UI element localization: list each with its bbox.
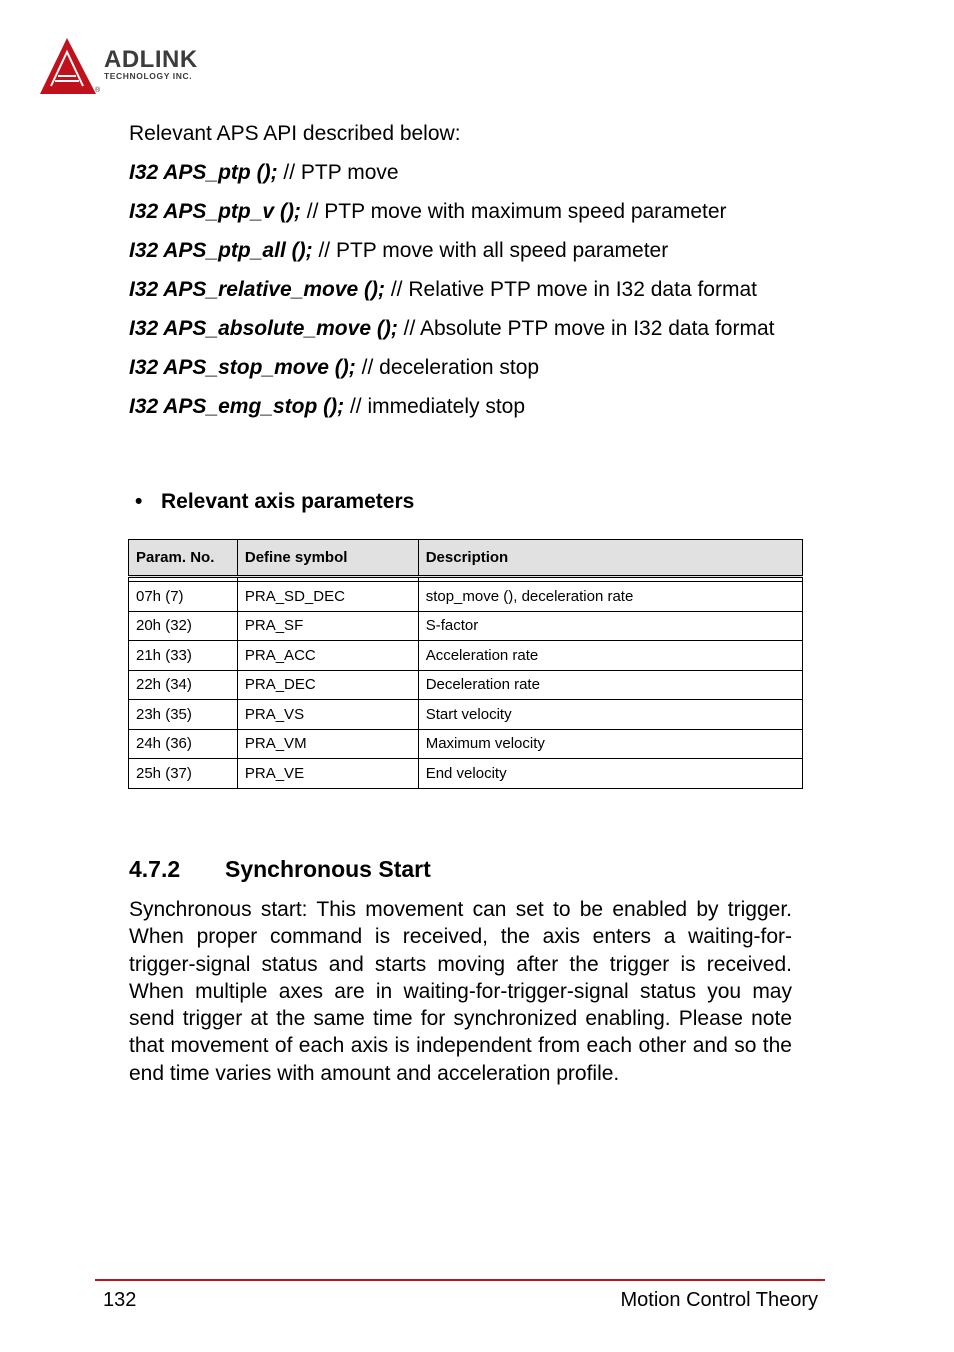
api-item bbox=[129, 198, 792, 226]
table-cell: PRA_VS bbox=[237, 700, 418, 730]
table-row bbox=[129, 759, 803, 789]
column-header: Define symbol bbox=[237, 540, 418, 577]
table-row bbox=[129, 670, 803, 700]
api-name: I32 APS_ptp_v (); bbox=[129, 200, 301, 223]
api-item bbox=[129, 393, 792, 421]
table-cell: PRA_VM bbox=[237, 729, 418, 759]
table-cell: PRA_SD_DEC bbox=[237, 582, 418, 612]
table-row bbox=[129, 641, 803, 671]
axis-parameters-table bbox=[128, 539, 803, 789]
table-cell: End velocity bbox=[418, 759, 802, 789]
table-cell: PRA_DEC bbox=[237, 670, 418, 700]
table-row bbox=[129, 729, 803, 759]
api-name: I32 APS_emg_stop (); bbox=[129, 395, 345, 418]
footer-divider bbox=[95, 1279, 825, 1281]
table-row bbox=[129, 582, 803, 612]
api-item bbox=[129, 276, 792, 304]
api-desc: // PTP move with maximum speed parameter bbox=[300, 200, 727, 223]
section-title: Synchronous Start bbox=[225, 856, 431, 882]
table-cell: PRA_VE bbox=[237, 759, 418, 789]
table-cell: 23h (35) bbox=[129, 700, 238, 730]
logo-wordmark: ADLINK bbox=[104, 46, 198, 73]
table-cell: stop_move (), deceleration rate bbox=[418, 582, 802, 612]
adlink-logo bbox=[38, 36, 238, 100]
api-desc: // PTP move with all speed parameter bbox=[312, 239, 669, 262]
chapter-title: Motion Control Theory bbox=[620, 1289, 818, 1311]
table-header-row bbox=[129, 540, 803, 577]
logo-registered-mark: ® bbox=[95, 87, 101, 94]
table-cell: Acceleration rate bbox=[418, 641, 802, 671]
table-cell: Deceleration rate bbox=[418, 670, 802, 700]
table-cell: Start velocity bbox=[418, 700, 802, 730]
table-cell: S-factor bbox=[418, 611, 802, 641]
table-cell: PRA_SF bbox=[237, 611, 418, 641]
adlink-triangle-icon bbox=[38, 36, 101, 96]
bullet-text: Relevant axis parameters bbox=[161, 490, 415, 513]
table-cell: 21h (33) bbox=[129, 641, 238, 671]
section-body: Synchronous start: This movement can set to be enabled by trigger. When proper command is received, the axis enters a waiting-for-trigger-signal status and starts moving after the trigger is received. When multiple axes are in waiting-for-trigger-signal status you may send trigger at the same time for synchronized enabling. Please note that movement of each axis is independent from each other and so the end time varies with amount and acceleration profile. bbox=[129, 898, 792, 1085]
api-name: I32 APS_absolute_move (); bbox=[129, 317, 398, 340]
api-item bbox=[129, 237, 792, 265]
logo-subtitle: TECHNOLOGY INC. bbox=[104, 71, 193, 81]
column-header: Description bbox=[418, 540, 802, 577]
page-number: 132 bbox=[103, 1289, 137, 1311]
api-desc: // immediately stop bbox=[344, 395, 526, 418]
column-header: Param. No. bbox=[129, 540, 238, 577]
section-heading bbox=[129, 855, 431, 883]
api-desc: // deceleration stop bbox=[355, 356, 540, 379]
bullet-icon: • bbox=[135, 490, 143, 513]
api-desc: // Absolute PTP move in I32 data format bbox=[397, 317, 775, 340]
api-item bbox=[129, 315, 792, 343]
api-name: I32 APS_stop_move (); bbox=[129, 356, 356, 379]
table-row bbox=[129, 700, 803, 730]
api-name: I32 APS_ptp_all (); bbox=[129, 239, 313, 262]
api-desc: // PTP move bbox=[277, 161, 399, 184]
api-item bbox=[129, 354, 792, 382]
api-list bbox=[129, 120, 792, 432]
api-item bbox=[129, 159, 792, 187]
table-cell: 22h (34) bbox=[129, 670, 238, 700]
bullet-item bbox=[135, 488, 414, 515]
section-number: 4.7.2 bbox=[129, 856, 181, 882]
api-name: I32 APS_relative_move (); bbox=[129, 278, 386, 301]
table-cell: PRA_ACC bbox=[237, 641, 418, 671]
table-cell: 20h (32) bbox=[129, 611, 238, 641]
intro-text: Relevant APS API described below: bbox=[129, 122, 461, 145]
api-name: I32 APS_ptp (); bbox=[129, 161, 278, 184]
table-cell: 07h (7) bbox=[129, 582, 238, 612]
table-cell: 25h (37) bbox=[129, 759, 238, 789]
table-row bbox=[129, 611, 803, 641]
table-cell: 24h (36) bbox=[129, 729, 238, 759]
table-cell: Maximum velocity bbox=[418, 729, 802, 759]
api-desc: // Relative PTP move in I32 data format bbox=[385, 278, 757, 301]
